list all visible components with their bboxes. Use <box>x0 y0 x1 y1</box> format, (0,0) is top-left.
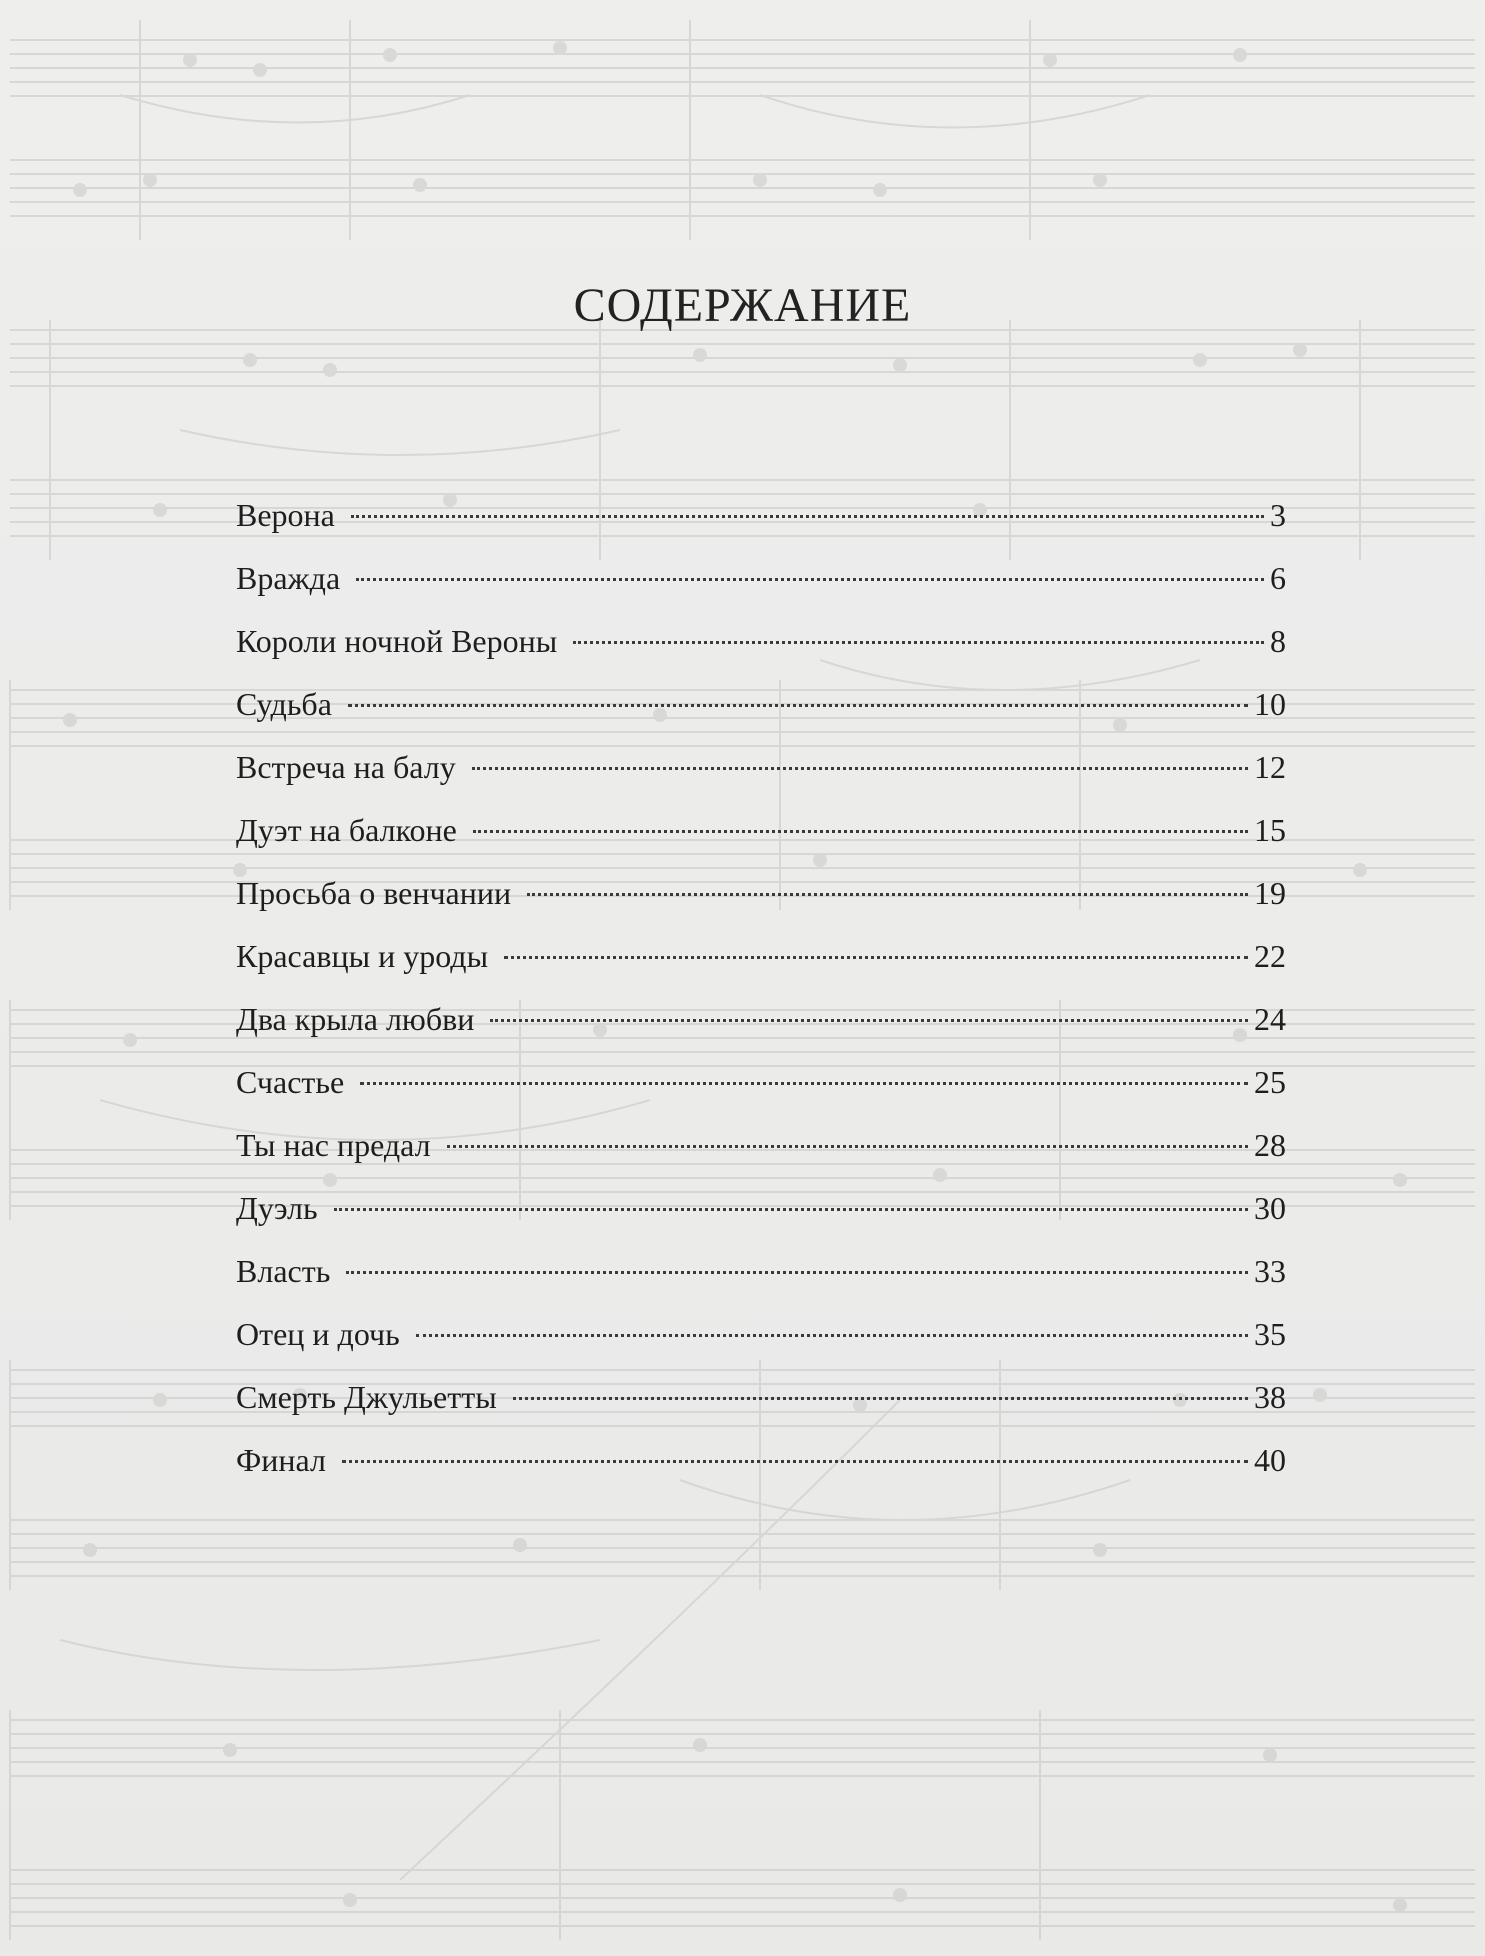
toc-entry-page: 24 <box>1254 1001 1286 1037</box>
toc-entry-title: Дуэт на балконе <box>236 812 457 848</box>
toc-entry <box>236 862 1286 925</box>
toc-entry <box>236 673 1286 736</box>
toc-entry <box>236 484 1286 547</box>
dot-leader <box>490 1019 1248 1022</box>
toc-entry-title: Встреча на балу <box>236 749 456 785</box>
toc-entry <box>236 547 1286 610</box>
toc-entry-page: 19 <box>1254 875 1286 911</box>
toc-entry <box>236 799 1286 862</box>
toc-entry <box>236 1114 1286 1177</box>
toc-entry-page: 15 <box>1254 812 1286 848</box>
dot-leader <box>447 1145 1248 1148</box>
dot-leader <box>348 704 1248 707</box>
toc-entry-page: 25 <box>1254 1064 1286 1100</box>
toc-entry-title: Два крыла любви <box>236 1001 475 1037</box>
toc-entry-title: Счастье <box>236 1064 345 1100</box>
toc-entry-page: 22 <box>1254 938 1286 974</box>
dot-leader <box>513 1397 1248 1400</box>
dot-leader <box>346 1271 1248 1274</box>
toc-entry-title: Финал <box>236 1442 326 1478</box>
toc-entry <box>236 610 1286 673</box>
dot-leader <box>573 641 1264 644</box>
toc-entry-title: Верона <box>236 497 335 533</box>
toc-entry-page: 10 <box>1254 686 1286 722</box>
toc-entry <box>236 1303 1286 1366</box>
toc-entry <box>236 1429 1286 1492</box>
dot-leader <box>472 767 1248 770</box>
toc-entry-page: 8 <box>1270 623 1286 659</box>
toc-entry-title: Дуэль <box>236 1190 318 1226</box>
toc-entry <box>236 1366 1286 1429</box>
dot-leader <box>416 1334 1248 1337</box>
toc-entry <box>236 1240 1286 1303</box>
toc-entry-page: 3 <box>1270 497 1286 533</box>
toc-entry-page: 28 <box>1254 1127 1286 1163</box>
toc-entry-title: Красавцы и уроды <box>236 938 489 974</box>
toc-entry <box>236 736 1286 799</box>
toc-entry-page: 35 <box>1254 1316 1286 1352</box>
page-title: СОДЕРЖАНИЕ <box>573 279 912 332</box>
table-of-contents <box>236 484 1286 1492</box>
toc-entry <box>236 1051 1286 1114</box>
toc-entry-page: 38 <box>1254 1379 1286 1415</box>
toc-entry-page: 12 <box>1254 749 1286 785</box>
toc-entry-page: 30 <box>1254 1190 1286 1226</box>
dot-leader <box>356 578 1264 581</box>
dot-leader <box>360 1082 1248 1085</box>
dot-leader <box>473 830 1248 833</box>
toc-entry-title: Короли ночной Вероны <box>236 623 558 659</box>
toc-entry-page: 40 <box>1254 1442 1286 1478</box>
toc-entry-title: Отец и дочь <box>236 1316 400 1352</box>
toc-entry-title: Судьба <box>236 686 332 722</box>
toc-entry-title: Вражда <box>236 560 341 596</box>
toc-entry-title: Смерть Джульетты <box>236 1379 497 1415</box>
toc-entry <box>236 1177 1286 1240</box>
dot-leader <box>342 1460 1248 1463</box>
toc-entry-title: Ты нас предал <box>236 1127 431 1163</box>
toc-entry-title: Просьба о венчании <box>236 875 512 911</box>
dot-leader <box>351 515 1264 518</box>
dot-leader <box>334 1208 1248 1211</box>
toc-entry-page: 33 <box>1254 1253 1286 1289</box>
dot-leader <box>504 956 1248 959</box>
toc-entry-page: 6 <box>1270 560 1286 596</box>
toc-entry <box>236 988 1286 1051</box>
toc-entry <box>236 925 1286 988</box>
dot-leader <box>527 893 1248 896</box>
toc-entry-title: Власть <box>236 1253 331 1289</box>
